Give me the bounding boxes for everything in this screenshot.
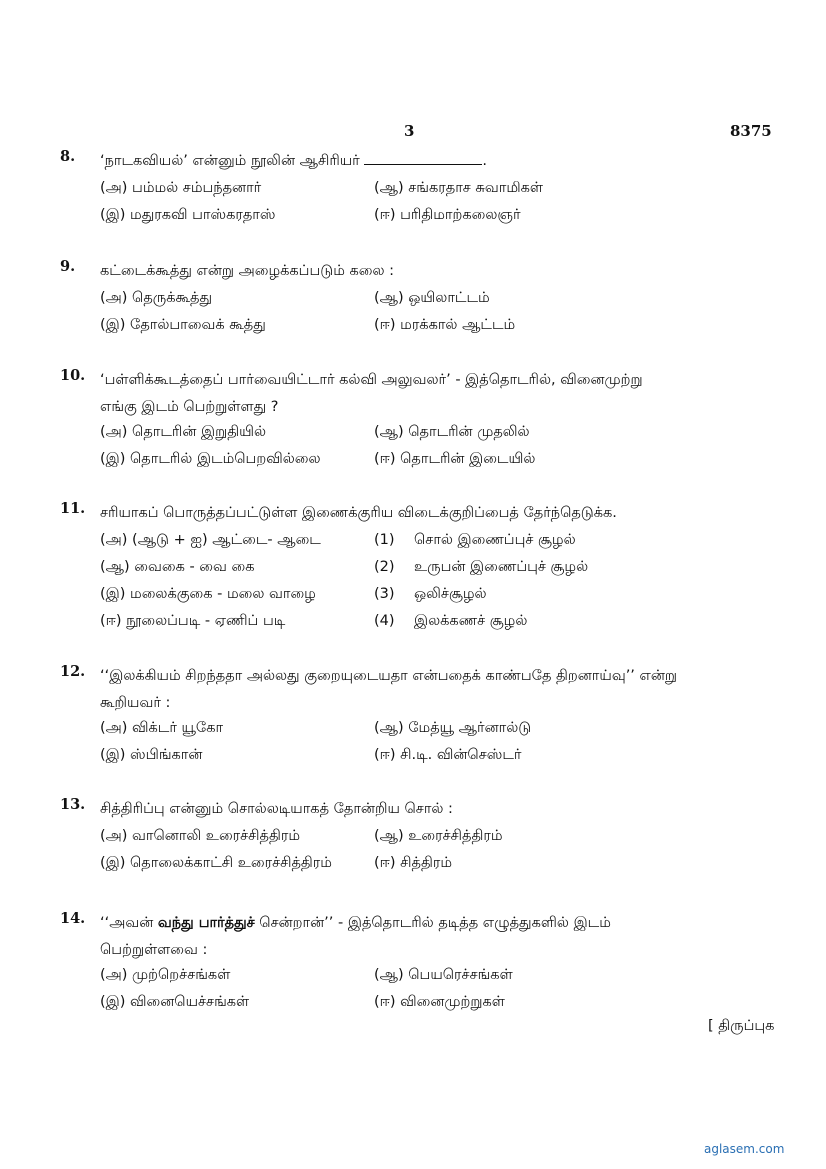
options bbox=[100, 962, 760, 1016]
option-c: (இ) தோல்பாவைக் கூத்து bbox=[100, 317, 266, 333]
option-a: (அ) பம்மல் சம்பந்தனார் bbox=[100, 180, 262, 196]
option-a: (அ) விக்டர் யூகோ bbox=[100, 720, 224, 736]
question-text: கட்டைக்கூத்து என்று அழைக்கப்படும் கலை : bbox=[100, 263, 395, 279]
answer-blank bbox=[364, 152, 482, 165]
options bbox=[100, 823, 760, 877]
option-b: (ஆ) ஒயிலாட்டம் bbox=[374, 290, 490, 306]
options bbox=[100, 419, 760, 473]
question-number: 12. bbox=[60, 663, 86, 680]
question-text: ‘‘அவன் வந்து பார்த்துச் சென்றான்’’ - இத்தொடரில் தடித்த எழுத்துகளில் இடம் பெற்றுள்ளவை : bbox=[100, 915, 611, 958]
option-a: (அ) தெருக்கூத்து bbox=[100, 290, 213, 306]
question-text: ‘நாடகவியல்’ என்னும் நூலின் ஆசிரியர் . bbox=[100, 153, 487, 169]
match-row: (ஈ) நூலைப்படி - ஏணிப் படி (4) இலக்கணச் சூழல் bbox=[100, 613, 528, 629]
question-text: சரியாகப் பொருத்தப்பட்டுள்ள இணைக்குரிய விடைக்குறிப்பைத் தேர்ந்தெடுக்க. bbox=[100, 505, 617, 521]
match-row: (இ) மலைக்குகை - மலை வாழை (3) ஒலிச்சூழல் bbox=[100, 586, 487, 602]
question-text: ‘‘இலக்கியம் சிறந்ததா அல்லது குறையுடையதா என்பதைக் காண்பதே திறனாய்வு’’ என்று கூறியவர் : bbox=[100, 668, 678, 711]
option-a: (அ) வானொலி உரைச்சித்திரம் bbox=[100, 828, 301, 844]
option-a: (அ) தொடரின் இறுதியில் bbox=[100, 424, 267, 440]
option-d: (ஈ) வினைமுற்றுகள் bbox=[374, 994, 505, 1010]
question-number: 10. bbox=[60, 367, 86, 384]
options bbox=[100, 285, 760, 339]
option-c: (இ) தொடரில் இடம்பெறவில்லை bbox=[100, 451, 321, 467]
bold-phrase: வந்து பார்த்துச் bbox=[157, 915, 255, 931]
option-d: (ஈ) சித்திரம் bbox=[374, 855, 452, 871]
match-row: (அ) (ஆடு + ஐ) ஆட்டை- ஆடை (1) சொல் இணைப்புச் சூழல் bbox=[100, 532, 576, 548]
option-b: (ஆ) தொடரின் முதலில் bbox=[374, 424, 530, 440]
option-a: (அ) முற்றெச்சங்கள் bbox=[100, 967, 231, 983]
option-c: (இ) வினையெச்சங்கள் bbox=[100, 994, 250, 1010]
options bbox=[100, 715, 760, 769]
match-row: (ஆ) வைகை - வை கை (2) உருபன் இணைப்புச் சூழல் bbox=[100, 559, 589, 575]
options bbox=[100, 175, 760, 229]
question-text: ‘பள்ளிக்கூடத்தைப் பார்வையிட்டார் கல்வி அலுவலர்’ - இத்தொடரில், வினைமுற்று எங்கு இடம் பெற்றுள்ளது ? bbox=[100, 372, 643, 415]
option-b: (ஆ) மேத்யூ ஆர்னால்டு bbox=[374, 720, 532, 736]
option-d: (ஈ) சி.டி. வின்செஸ்டர் bbox=[374, 747, 522, 763]
option-c: (இ) தொலைக்காட்சி உரைச்சித்திரம் bbox=[100, 855, 332, 871]
turn-over-note: [ திருப்புக bbox=[708, 1018, 775, 1034]
question-number: 8. bbox=[60, 148, 76, 165]
question-number: 13. bbox=[60, 796, 86, 813]
option-b: (ஆ) பெயரெச்சங்கள் bbox=[374, 967, 513, 983]
option-c: (இ) ஸ்பிங்கான் bbox=[100, 747, 203, 763]
option-d: (ஈ) தொடரின் இடையில் bbox=[374, 451, 536, 467]
option-d: (ஈ) பரிதிமாற்கலைஞர் bbox=[374, 207, 521, 223]
watermark-link[interactable]: aglasem.com bbox=[704, 1142, 785, 1156]
question-number: 11. bbox=[60, 500, 86, 517]
option-b: (ஆ) உரைச்சித்திரம் bbox=[374, 828, 503, 844]
option-b: (ஆ) சங்கரதாச சுவாமிகள் bbox=[374, 180, 543, 196]
question-number: 14. bbox=[60, 910, 86, 927]
question-number: 9. bbox=[60, 258, 76, 275]
option-c: (இ) மதுரகவி பாஸ்கரதாஸ் bbox=[100, 207, 276, 223]
page-number: 3 bbox=[404, 122, 415, 140]
paper-code: 8375 bbox=[730, 122, 772, 140]
question-text: சித்திரிப்பு என்னும் சொல்லடியாகத் தோன்றிய சொல் : bbox=[100, 801, 453, 817]
option-d: (ஈ) மரக்கால் ஆட்டம் bbox=[374, 317, 516, 333]
match-table bbox=[100, 527, 760, 635]
